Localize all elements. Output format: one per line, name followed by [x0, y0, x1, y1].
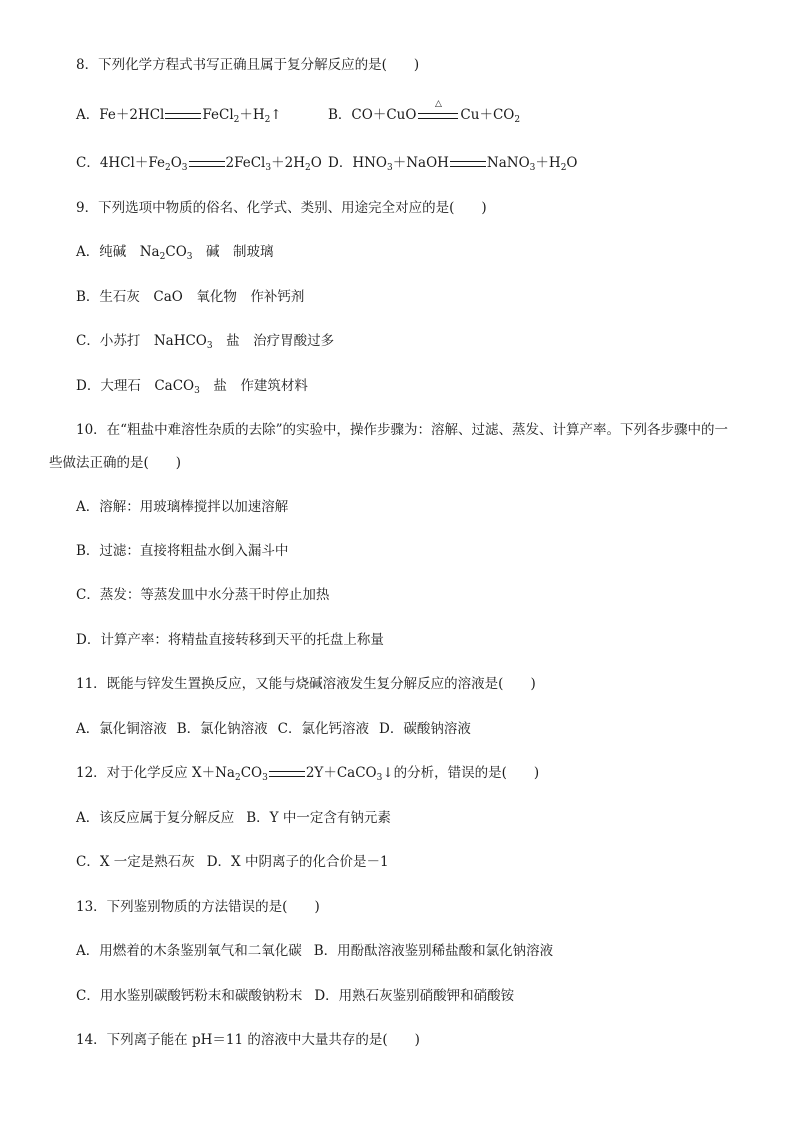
question-8-option-d: D．$HNO_3+NaOH$ $NaNO_3+H_2O$ [328, 155, 578, 173]
question-12-option-b: B．Y 中一定含有钠元素 [246, 810, 391, 826]
question-13-option-c: C．用水鉴别碳酸钙粉末和碳酸钠粉末 [76, 988, 303, 1004]
question-12-options-cd [76, 852, 389, 872]
question-13-option-b: B．用酚酞溶液鉴别稀盐酸和氯化钠溶液 [313, 943, 554, 959]
question-8-stem: 8．下列化学方程式书写正确且属于复分解反应的是( ) [76, 57, 420, 73]
question-9-stem: 9．下列选项中物质的俗名、化学式、类别、用途完全对应的是( ) [76, 200, 487, 216]
question-13-option-d: D．用熟石灰鉴别硝酸钾和硝酸铵 [314, 988, 515, 1004]
equals-sign [165, 113, 201, 119]
question-13-stem: 13．下列鉴别物质的方法错误的是( ) [76, 899, 320, 915]
question-10-option-b: B．过滤：直接将粗盐水倒入漏斗中 [76, 543, 289, 559]
question-11-options [76, 719, 471, 739]
equals-sign [189, 161, 225, 167]
question-9-option-b: B．生石灰 CaO 氧化物 作补钙剂 [76, 289, 305, 305]
question-10-option-d: D．计算产率：将精盐直接转移到天平的托盘上称量 [76, 632, 384, 648]
heating-equals-sign: △ [418, 113, 458, 119]
question-11-option-b: B．氯化钠溶液 [176, 721, 268, 737]
question-11-stem: 11．既能与锌发生置换反应，又能与烧碱溶液发生复分解反应的溶液是( ) [76, 676, 536, 692]
question-12-option-c: C．X 一定是熟石灰 [76, 854, 195, 870]
question-9-option-a: A．纯碱 $Na_2CO_3$ 碱 制玻璃 [76, 244, 274, 262]
question-10-option-a: A．溶解：用玻璃棒搅拌以加速溶解 [76, 499, 289, 515]
question-12-options-ab [76, 808, 391, 828]
question-10-stem-line2: 些做法正确的是( ) [49, 455, 182, 471]
question-11-option-d: D．碳酸钠溶液 [379, 721, 471, 737]
question-8-option-c: C．$4HCl+Fe_2O_3$ $2FeCl_3+2H_2O$ [76, 155, 322, 173]
equals-sign [450, 161, 486, 167]
question-13-options-cd [76, 986, 514, 1006]
question-8-option-a: A．Fe＋2HCl $FeCl_2+H_2↑$ [76, 107, 282, 125]
question-14-stem: 14．下列离子能在 pH＝11 的溶液中大量共存的是( ) [76, 1032, 420, 1048]
question-13-options-ab [76, 941, 553, 961]
question-9-option-d: D．大理石 CaCO$_3$ 盐 作建筑材料 [76, 378, 308, 396]
question-12-option-d: D．X 中阴离子的化合价是－1 [206, 854, 389, 870]
question-11-option-a: A．氯化铜溶液 [76, 721, 167, 737]
equals-sign [269, 771, 305, 777]
question-8-option-b: B．CO＋CuO △ $Cu+CO_2$ [328, 98, 521, 125]
question-13-option-a: A．用燃着的木条鉴别氧气和二氧化碳 [76, 943, 302, 959]
question-11-option-c: C．氯化钙溶液 [277, 721, 370, 737]
question-12-option-a: A．该反应属于复分解反应 [76, 810, 235, 826]
question-10-stem-line1: 10．在“粗盐中难溶性杂质的去除”的实验中，操作步骤为：溶解、过滤、蒸发、计算产率。下列各步骤中的一 [76, 422, 728, 438]
question-12-stem: 12．对于化学反应 $X+Na_2CO_3$ 2Y＋CaCO$_3$↓的分析，错误的是( ) [76, 765, 540, 783]
question-10-option-c: C．蒸发：等蒸发皿中水分蒸干时停止加热 [76, 587, 330, 603]
question-9-option-c: C．小苏打 NaHCO$_3$ 盐 治疗胃酸过多 [76, 333, 335, 351]
